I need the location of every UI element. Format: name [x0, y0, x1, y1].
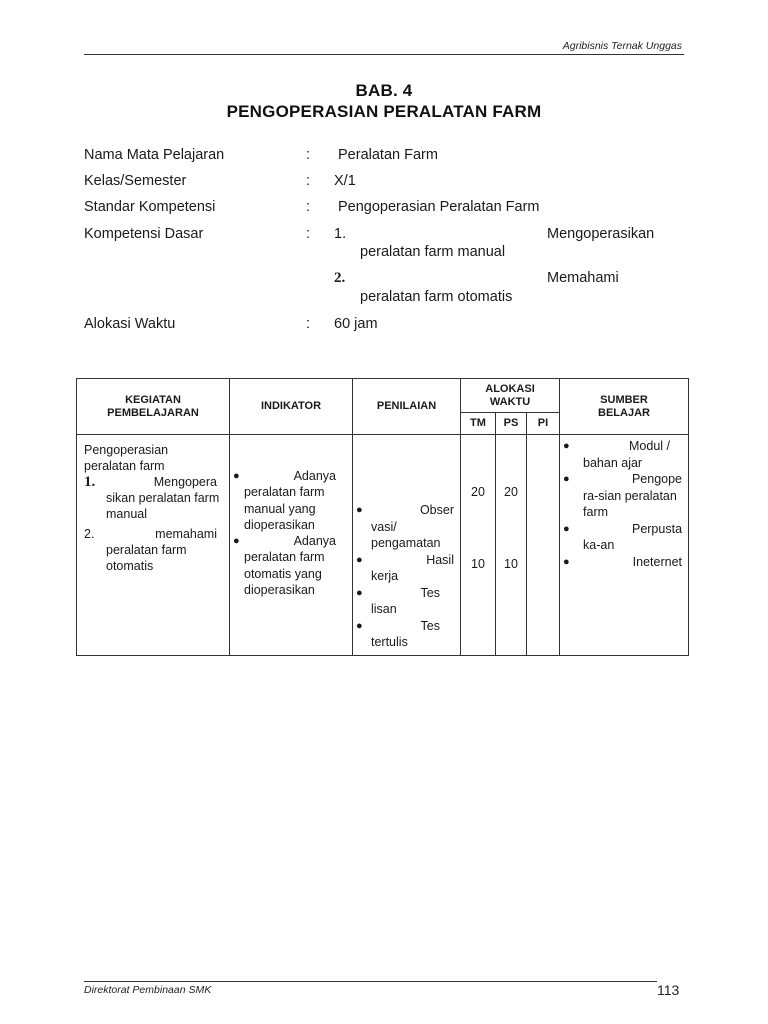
indikator-item-rest: peralatan farm manual yang dioperasikan: [244, 485, 325, 532]
indikator-item-first: Adanya: [293, 534, 336, 549]
penilaian-item-first: Hasil: [426, 552, 454, 567]
bullet-icon: ●: [563, 440, 570, 452]
bullet-icon: ●: [563, 473, 570, 485]
penilaian-item-first: Tes: [420, 585, 440, 600]
sumber-item-first: Modul /: [629, 439, 671, 453]
penilaian-item-rest: vasi/ pengamatan: [371, 519, 441, 550]
colon: :: [306, 199, 311, 215]
kompetensi-label: Kompetensi Dasar: [84, 226, 204, 242]
standar-label: Standar Kompetensi: [84, 199, 216, 215]
nama-value: Peralatan Farm: [338, 147, 438, 163]
indikator-item: [233, 533, 346, 549]
penilaian-item-rest: kerja: [371, 569, 399, 583]
sumber-cell: [560, 435, 689, 656]
bullet-icon: ●: [356, 504, 363, 516]
chapter-title: [0, 80, 768, 122]
sumber-item-first: Perpusta: [631, 521, 683, 536]
page-number: 113: [657, 982, 680, 998]
kegiatan-item-number: 2.: [84, 527, 95, 541]
tm-value: 20: [471, 485, 485, 499]
colon: :: [306, 226, 311, 242]
header-indikator: INDIKATOR: [230, 379, 353, 435]
kegiatan-item-first: Mengopera: [153, 475, 217, 489]
bullet-icon: ●: [233, 535, 240, 548]
kompetensi-item-number: 1.: [334, 226, 347, 242]
penilaian-item-rest: lisan: [371, 602, 397, 616]
kompetensi-item-word: Memahami: [547, 270, 619, 286]
kompetensi-item-rest: peralatan farm manual: [360, 244, 506, 260]
standar-value: Pengoperasian Peralatan Farm: [338, 199, 540, 215]
colon: :: [306, 147, 311, 163]
kelas-label: Kelas/Semester: [84, 173, 187, 189]
kegiatan-item-rest: peralatan farm otomatis: [106, 543, 187, 573]
colon: :: [306, 173, 311, 189]
bullet-icon: ●: [233, 470, 240, 482]
indikator-cell: [230, 435, 353, 656]
header-divider: [84, 54, 684, 55]
penilaian-item: [356, 618, 454, 635]
footer-divider: [84, 981, 657, 982]
kegiatan-cell: [77, 435, 230, 656]
penilaian-cell: [353, 435, 461, 656]
kompetensi-item-number: 2.: [334, 270, 346, 286]
running-header: Agribisnis Ternak Unggas: [562, 40, 682, 52]
tm-cell: [461, 435, 496, 656]
kegiatan-item-first: memahami: [155, 527, 217, 541]
penilaian-item-rest: tertulis: [371, 635, 408, 649]
sumber-item-first: Pengope: [631, 472, 683, 486]
ps-value: 20: [504, 485, 518, 499]
bullet-icon: ●: [563, 522, 570, 535]
chapter-heading: PENGOPERASIAN PERALATAN FARM: [226, 102, 542, 121]
sumber-item-rest: ra-sian peralatan farm: [583, 488, 677, 519]
header-kegiatan: KEGIATAN PEMBELAJARAN: [77, 379, 230, 435]
bullet-icon: ●: [356, 553, 363, 566]
penilaian-item: [356, 502, 454, 519]
header-ps: PS: [496, 413, 527, 435]
kegiatan-item-rest: sikan peralatan farm manual: [106, 491, 220, 521]
penilaian-item-first: Obser: [419, 503, 454, 517]
penilaian-item-first: Tes: [420, 618, 440, 633]
kelas-value: X/1: [334, 173, 356, 189]
kompetensi-item-word: Mengoperasikan: [547, 226, 655, 242]
sumber-item: [563, 438, 682, 455]
alokasi-label: Alokasi Waktu: [84, 316, 176, 332]
kegiatan-intro: Pengoperasian peralatan farm: [84, 443, 169, 473]
indikator-item-rest: peralatan farm otomatis yang dioperasikan: [244, 550, 325, 598]
sumber-item: [563, 521, 682, 538]
indikator-item-first: Adanya: [293, 469, 336, 483]
penilaian-item: [356, 552, 454, 569]
tm-value: 10: [471, 557, 485, 571]
kegiatan-item: [84, 474, 223, 490]
alokasi-value: 60 jam: [334, 316, 378, 332]
ps-value: 10: [504, 557, 518, 571]
kegiatan-item-number: 1.: [84, 474, 96, 490]
syllabus-table: [76, 378, 689, 656]
sumber-item-rest: bahan ajar: [583, 455, 643, 470]
pi-cell: [527, 435, 560, 656]
header-alokasi: ALOKASI WAKTU: [461, 379, 560, 413]
bullet-icon: ●: [356, 619, 363, 632]
kompetensi-item-rest: peralatan farm otomatis: [360, 289, 513, 305]
sumber-item: [563, 471, 682, 488]
colon: :: [306, 316, 311, 332]
bullet-icon: ●: [563, 555, 570, 568]
sumber-item-first: Ineternet: [632, 554, 683, 569]
bullet-icon: ●: [356, 586, 363, 599]
kegiatan-item: [84, 526, 223, 542]
ps-cell: [496, 435, 527, 656]
header-tm: TM: [461, 413, 496, 435]
footer-text: Direktorat Pembinaan SMK: [84, 984, 212, 996]
sumber-item-rest: ka-an: [583, 538, 615, 552]
penilaian-item: [356, 585, 454, 602]
header-penilaian: PENILAIAN: [353, 379, 461, 435]
chapter-number: BAB. 4: [355, 81, 413, 100]
indikator-item: [233, 468, 346, 484]
header-sumber: SUMBER BELAJAR: [560, 379, 689, 435]
header-pi: PI: [527, 413, 560, 435]
sumber-item: [563, 554, 682, 571]
nama-label: Nama Mata Pelajaran: [84, 147, 225, 163]
